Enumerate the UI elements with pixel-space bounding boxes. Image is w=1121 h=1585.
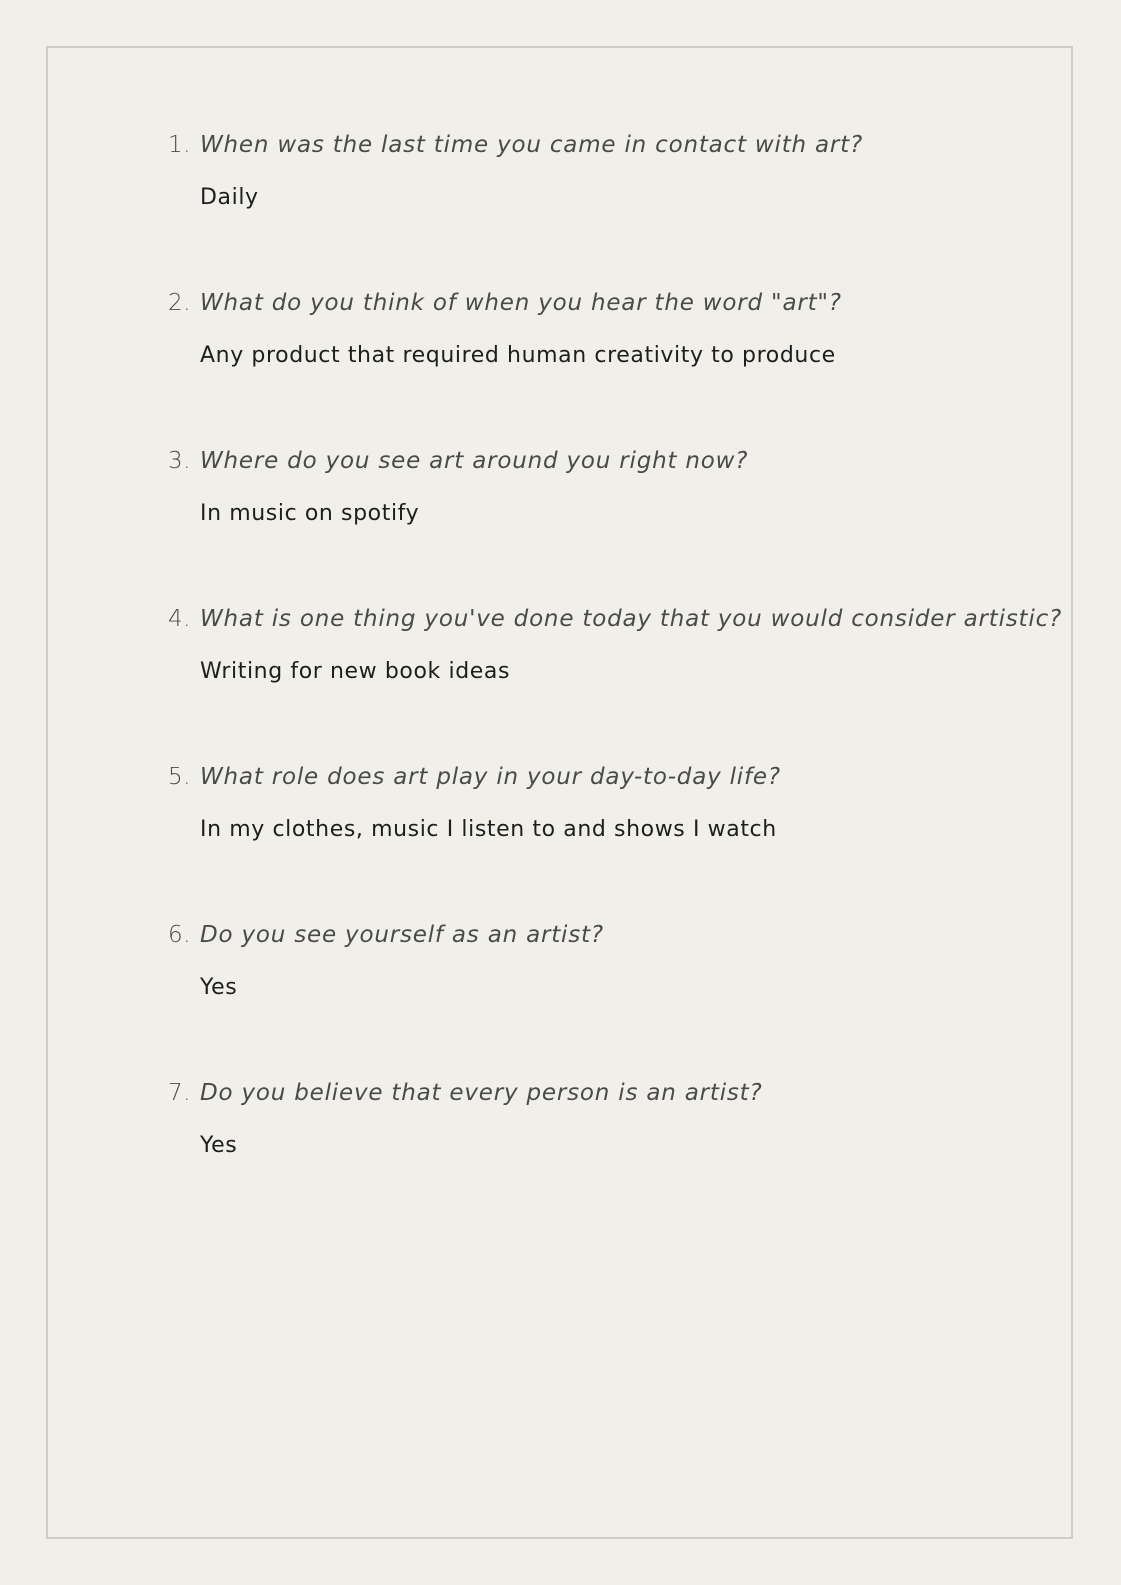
question-text: What do you think of when you hear the word "art"?: [200, 290, 842, 316]
question-text: Do you see yourself as an artist?: [200, 922, 604, 948]
question-number: 6.: [168, 922, 191, 948]
answer-text: In music on spotify: [200, 501, 420, 526]
question-text: What role does art play in your day-to-day life?: [200, 764, 781, 790]
question-number: 4.: [168, 606, 191, 632]
answer-text: Yes: [200, 1133, 238, 1158]
question-number: 5.: [168, 764, 191, 790]
answer-text: Any product that required human creativity to produce: [200, 343, 836, 368]
page-border: [46, 46, 1073, 1539]
question-text: What is one thing you've done today that you would consider artistic?: [200, 606, 1063, 632]
question-number: 7.: [168, 1080, 191, 1106]
answer-text: In my clothes, music I listen to and shows I watch: [200, 817, 777, 842]
answer-text: Yes: [200, 975, 238, 1000]
question-text: Where do you see art around you right now?: [200, 448, 749, 474]
answer-text: Daily: [200, 185, 259, 210]
question-text: When was the last time you came in contact with art?: [200, 132, 864, 158]
question-number: 3.: [168, 448, 191, 474]
question-number: 1.: [168, 132, 191, 158]
question-number: 2.: [168, 290, 191, 316]
answer-text: Writing for new book ideas: [200, 659, 511, 684]
question-text: Do you believe that every person is an artist?: [200, 1080, 763, 1106]
